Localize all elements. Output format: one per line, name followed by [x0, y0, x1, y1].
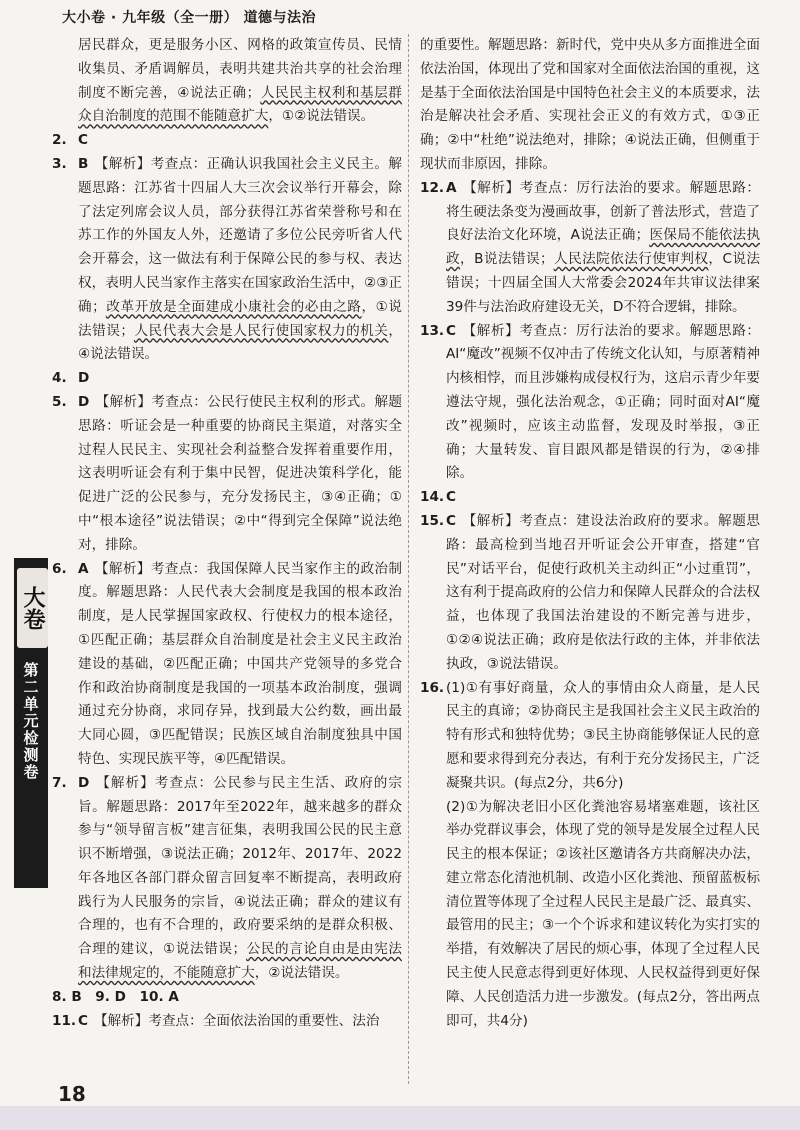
side-tab-top: 大卷 — [17, 568, 48, 648]
question-6: 6. A 【解析】考查点：我国保障人民当家作主的政治制度。解题思路：人民代表大会制度是我国的根本政治制度，是人民掌握国家政权、行使权力的根本途径，①匹配正确；基层群众自治制度是社会主义民主政治建设的基础，②匹配正确；中国共产党领导的多党合作和政治协商制度是我国的一项基本政治制度，强调通过充分协商，求同存异，找到最大公约数，画出最大同心圆，③匹配错误；民族区域自治制度独具中国特色、实现民族平等，④匹配错误。 — [52, 560, 402, 767]
left-column — [52, 34, 402, 1033]
question-16-part-2: (2)①为解决老旧小区化粪池容易堵塞难题，该社区举办党群议事会，体现了党的领导是发展全过程人民民主的根本保证；②该社区邀请各方共商解决办法，建立常态化清池机制、改造小区化粪池、预留蓝板标清位置等体现了全过程人民民主是最广泛、最真实、最管用的民主；③一个个诉求和建议转化为实打实的举措，有效解决了居民的烦心事，体现了全过程人民民主使人民意志得到更好体现、人民权益得到更好保障、人民创造活力进一步激发。(每点2分，答出两点即可，共4分) — [446, 798, 760, 1029]
question-3: 3. B 【解析】考查点：正确认识我国社会主义民主。解题思路：江苏省十四届人大三次会议举行开幕会，除了法定列席会议人员，部分获得江苏省荣誉称号和在苏工作的外国友人外，还邀请了多位公民旁听省人代会开幕会，这一做法有利于保障公民的参与权、表达权，表明人民当家作主落实在国家政治生活中，②③正确；改革开放是全面建成小康社会的必由之路，①说法错误；人民代表大会是人民行使国家权力的机关，④说法错误。 — [52, 155, 403, 363]
question-4: 4. D — [52, 370, 90, 387]
question-12: 12. A 【解析】考查点：厉行法治的要求。解题思路：将生硬法条变为漫画故事，创新了普法形式，营造了良好法治文化环境，A说法正确；医保局不能依法执政，B说法错误；人民法院依法行使审判权，C说法错误；十四届全国人大常委会2024年共审议法律案39件与法治政府建设无关，D不符合逻辑，排除。 — [420, 179, 761, 315]
question-15: 15. C 【解析】考查点：建设法治政府的要求。解题思路：最高检到当地召开听证会公开审查，搭建“官民”对话平台，促使行政机关主动纠正“小过重罚”，这有利于提高政府的公信力和保障人民群众的合法权益，也体现了我国法治建设的不断完善与进步，①②④说法正确；政府是依法行政的主体，并非依法执政，③说法错误。 — [420, 512, 760, 672]
question-16: 16. (1)①有事好商量，众人的事情由众人商量，是人民民主的真谛；②协商民主是我国社会主义民主政治的特有形式和独特优势；③民主协商能够保证人民的意愿和要求得到充分表达，有利于充分发扬民主，广泛凝聚共识。(每点2分，共6分) — [420, 679, 760, 791]
footer-band — [0, 1106, 800, 1130]
side-tab-bottom: 第二单元检测卷 — [21, 662, 40, 781]
header-title: 大小卷 · 九年级（全一册） 道德与法治 — [62, 10, 316, 26]
question-2: 2. C — [52, 132, 88, 149]
page-number: 18 — [58, 1082, 86, 1106]
question-5: 5. D 【解析】考查点：公民行使民主权利的形式。解题思路：听证会是一种重要的协商民主渠道，对落实全过程人民民主、实现社会利益整合发挥着重要作用，这表明听证会有利于集中民智，促进决策科学化，能促进广泛的公民参与，充分发扬民主，③④正确；①中“根本途径”说法错误；②中“得到完全保障”说法绝对，排除。 — [52, 393, 402, 553]
column-divider — [408, 34, 409, 1084]
question-14: 14. C — [420, 489, 456, 506]
side-tab — [14, 558, 48, 888]
questions-8-10: 8. B 9. D 10. A — [52, 988, 179, 1005]
question-11: 11. C 【解析】考查点：全面依法治国的重要性、法治 — [52, 1012, 380, 1029]
right-column — [420, 34, 760, 1033]
question-7: 7. D 【解析】考查点：公民参与民主生活、政府的宗旨。解题思路：2017年至2022年，越来越多的群众参与“领导留言板”建言征集，表明我国公民的民主意识不断增强，③说法正确；2012年、2017年、2022年各地区各部门群众留言回复率不断提高，表明政府践行为人民服务的宗旨，④说法正确；群众的建议有合理的，也有不合理的，政府要采纳的是群众积极、合理的建议，①说法错误；公民的言论自由是由宪法和法律规定的，不能随意扩大，②说法错误。 — [52, 774, 402, 982]
q1-continuation: 居民群众，更是服务小区、网格的政策宣传员、民情收集员、矛盾调解员，表明共建共治共享的社会治理制度不断完善，④说法正确；人民民主权利和基层群众自治制度的范围不能随意扩大，①②说法错误。 — [78, 37, 402, 125]
q11-continuation: 的重要性。解题思路：新时代，党中央从多方面推进全面依法治国，体现出了党和国家对全面依法治国的重视，这是基于全面依法治国是中国特色社会主义的本质要求，法治是解决社会矛盾、实现社会正义的有效方式，①③正确；②中“杜绝”说法绝对，排除；④说法正确，但侧重于现状而非原因，排除。 — [420, 37, 760, 172]
question-13: 13. C 【解析】考查点：厉行法治的要求。解题思路：AI“魔改”视频不仅冲击了传统文化认知，与原著精神内核相悖，而且涉嫌构成侵权行为，这启示青少年要遵法守规，强化法治观念，①正确；同时面对AI“魔改”视频时，应该主动监督，发现及时举报，③正确；大量转发、盲目跟风都是错误的行为，②④排除。 — [420, 322, 760, 482]
